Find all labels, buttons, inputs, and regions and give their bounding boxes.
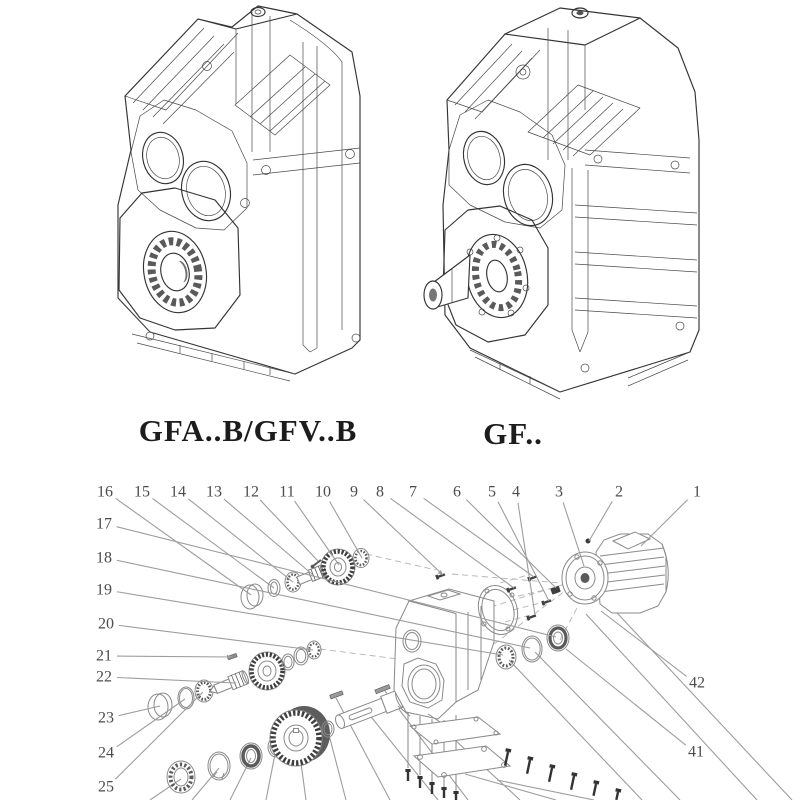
part-number-4: 4 [512, 483, 520, 501]
part-number-3: 3 [555, 483, 563, 501]
leader-line-6 [466, 500, 556, 588]
leader-line-24 [117, 699, 185, 747]
part-number-9: 9 [350, 483, 358, 501]
part-number-42: 42 [689, 674, 705, 692]
part-number-2: 2 [615, 483, 623, 501]
leader-line-20 [119, 625, 313, 650]
leader-line-21 [117, 656, 232, 657]
part-number-8: 8 [376, 483, 384, 501]
leader-line-16 [116, 498, 251, 595]
part-number-1: 1 [693, 483, 701, 501]
bottom-gaskets-and-bolts [405, 712, 621, 800]
part-number-13: 13 [206, 483, 222, 501]
part-number-12: 12 [243, 483, 259, 501]
intermediate-pinion-shaft [207, 670, 250, 698]
part-number-23: 23 [98, 709, 114, 727]
part-number-41: 41 [688, 743, 704, 761]
part-number-5: 5 [488, 483, 496, 501]
leader-line-22 [117, 677, 236, 683]
leader-line-23 [119, 706, 160, 716]
leader-line-14 [188, 499, 293, 582]
part-number-16: 16 [97, 483, 113, 501]
leader-line-5 [498, 502, 549, 601]
gearbox-drawing-left [118, 6, 360, 381]
part-number-25: 25 [98, 778, 114, 796]
callout-2 [589, 484, 623, 542]
callout-20 [98, 616, 313, 651]
callout-24 [98, 699, 185, 762]
part-number-6: 6 [453, 483, 461, 501]
exploded-diagram [96, 484, 792, 800]
part-number-20: 20 [98, 615, 114, 633]
leader-line-1 [641, 500, 688, 546]
output-gear-train [167, 685, 406, 793]
part-number-24: 24 [98, 744, 114, 762]
callout-5 [488, 484, 549, 602]
right-drawing-label: GF.. [483, 416, 543, 451]
leader-line-9 [364, 500, 443, 575]
callout-14 [170, 484, 293, 583]
leader-line-12 [260, 500, 318, 561]
leader-line-15 [153, 498, 274, 588]
leader-line-11 [295, 501, 339, 565]
leader-line-17 [117, 527, 556, 637]
leader-line-13 [224, 499, 313, 575]
intermediate-gear [249, 652, 285, 690]
callout-21 [96, 648, 232, 665]
part-number-11: 11 [279, 483, 295, 501]
part-number-7: 7 [409, 483, 417, 501]
callout-3 [555, 484, 584, 567]
callout-6 [453, 484, 556, 589]
callout-22 [96, 669, 236, 686]
part-number-21: 21 [96, 647, 112, 665]
part-number-18: 18 [96, 549, 112, 567]
leader-line-7 [424, 498, 534, 577]
motor [562, 532, 668, 613]
callout-13 [206, 484, 313, 576]
part-number-10: 10 [315, 483, 331, 501]
leader-line-25 [115, 692, 203, 779]
callout-42 [601, 611, 705, 692]
ball-bearing [167, 761, 195, 793]
output-shaft-part [333, 689, 406, 731]
part-number-19: 19 [96, 581, 112, 599]
gearbox-drawing-right [424, 8, 699, 399]
callout-4 [512, 484, 535, 616]
left-drawing-label: GFA..B/GFV..B [138, 413, 358, 448]
part-number-17: 17 [96, 515, 112, 533]
leader-line-41 [566, 649, 686, 745]
output-gear [270, 706, 330, 766]
callout-1 [641, 484, 701, 547]
part-number-14: 14 [170, 483, 186, 501]
part-number-15: 15 [134, 483, 150, 501]
oil-seal [240, 743, 262, 769]
leader-line-2 [589, 501, 612, 541]
part-number-22: 22 [96, 668, 112, 686]
